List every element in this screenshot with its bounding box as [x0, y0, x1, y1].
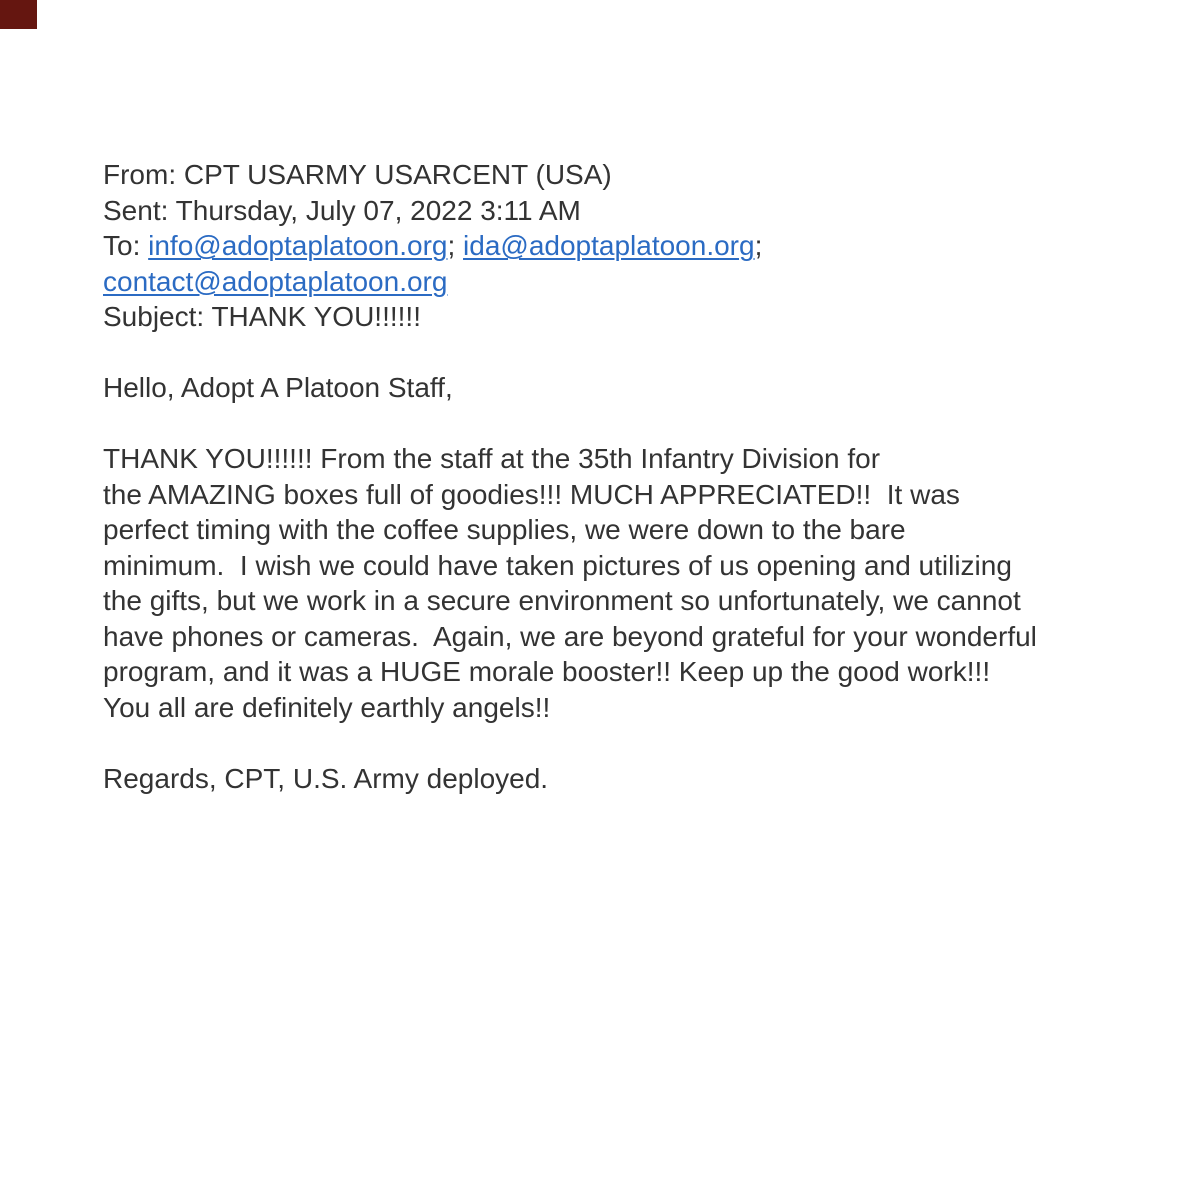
body-line: perfect timing with the coffee supplies, we were down to the bare — [103, 514, 906, 545]
recipient-link-contact[interactable]: contact@adoptaplatoon.org — [103, 265, 448, 297]
to-line-continued — [103, 264, 1163, 300]
subject-line: Subject: THANK YOU!!!!!! — [103, 301, 421, 332]
recipient-link-ida[interactable]: ida@adoptaplatoon.org — [463, 230, 755, 261]
blank-line — [103, 406, 1163, 442]
body-line: minimum. I wish we could have taken pictures of us opening and utilizing — [103, 549, 1012, 581]
recipient-separator: ; — [447, 230, 464, 261]
body-line: the AMAZING boxes full of goodies!!! MUCH APPRECIATED!! It was — [103, 478, 960, 510]
email-body — [103, 157, 1163, 796]
recipient-link-info[interactable]: info@adoptaplatoon.org — [148, 230, 448, 261]
trailing-semicolon: ; — [754, 230, 763, 261]
to-line — [103, 228, 1163, 264]
greeting-line: Hello, Adopt A Platoon Staff, — [103, 372, 453, 403]
body-line: have phones or cameras. Again, we are beyond grateful for your wonderful — [103, 620, 1037, 652]
body-line: the gifts, but we work in a secure environment so unfortunately, we cannot — [103, 585, 1021, 616]
body-line: program, and it was a HUGE morale booster!! Keep up the good work!!! — [103, 656, 991, 687]
corner-artifact — [0, 0, 37, 29]
from-line: From: CPT USARMY USARCENT (USA) — [103, 159, 612, 190]
blank-line — [103, 335, 1163, 371]
sent-line: Sent: Thursday, July 07, 2022 3:11 AM — [103, 194, 581, 226]
to-label: To: — [103, 230, 149, 261]
body-line: You all are definitely earthly angels!! — [103, 691, 551, 723]
signoff-line: Regards, CPT, U.S. Army deployed. — [103, 762, 549, 794]
blank-line — [103, 725, 1163, 761]
body-line: THANK YOU!!!!!! From the staff at the 35th Infantry Division for — [103, 443, 881, 474]
